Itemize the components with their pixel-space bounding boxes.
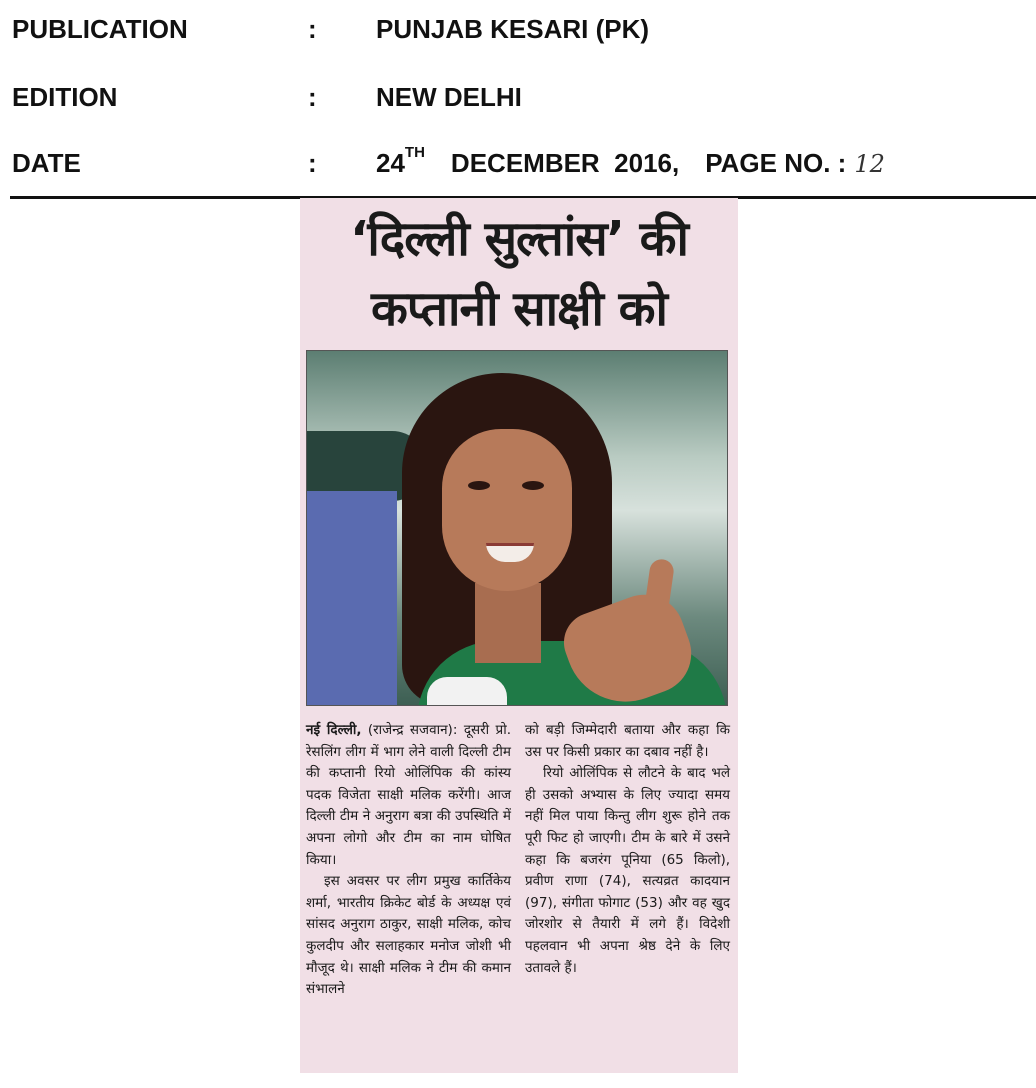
page-label: PAGE NO. : <box>705 148 847 178</box>
publication-label: PUBLICATION <box>12 14 188 44</box>
paragraph-text: दूसरी प्रो. रेसलिंग लीग में भाग लेने वाली दिल्ली टीम की कप्तानी रियो ओलिंपिक की कांस्य पदक विजेता साक्षी मलिक करेंगी। आज दिल्ली टीम ने अनुराग बत्रा की उपस्थिति में अपना लोगो और टीम का नाम घोषित किया। <box>306 722 512 868</box>
headline-line-1: ‘दिल्ली सुल्तांस’ की <box>350 211 688 267</box>
colon: : <box>308 82 317 112</box>
article-column-2 <box>525 720 730 979</box>
article-column-1 <box>306 720 511 1001</box>
colon: : <box>308 148 317 178</box>
edition-row <box>12 82 1022 122</box>
article-paragraph: को बड़ी जिम्मेदारी बताया और कहा कि उस पर किसी प्रकार का दबाव नहीं है। <box>525 722 730 760</box>
article-paragraph: इस अवसर पर लीग प्रमुख कार्तिकेय शर्मा, भारतीय क्रिकेट बोर्ड के अध्यक्ष एवं सांसद अनुराग ठाकुर, साक्षी मलिक, कोच कुलदीप और सलाहकार मनोज जोशी भी मौजूद थे। साक्षी मलिक ने टीम की कमान संभालने <box>306 873 511 998</box>
date-label: DATE <box>12 148 81 178</box>
article-photo <box>306 350 728 706</box>
edition-value: NEW DELHI <box>376 82 522 112</box>
date-value <box>376 144 885 179</box>
publication-value: PUNJAB KESARI (PK) <box>376 14 650 44</box>
article-paragraph: रियो ओलिंपिक से लौटने के बाद भले ही उसको अभ्यास के लिए ज्यादा समय नहीं मिल पाया किन्तु लीग शुरू होने तक पूरी फिट हो जाएगी। टीम के बारे में उसने कहा कि बजरंग पूनिया (65 किलो), प्रवीण राणा (74), सत्यव्रत कादयान (97), संगीता फोगाट (53) और वह खुद जोरशोर से तैयारी में लगे हैं। विदेशी पहलवान भी अपना श्रेष्ठ देने के लिए उतावले हैं। <box>525 765 730 976</box>
headline <box>300 204 738 344</box>
colon: : <box>308 14 317 44</box>
newspaper-clipping <box>300 198 738 1073</box>
publication-row <box>12 14 1022 54</box>
headline-line-2: कप्तानी साक्षी को <box>371 281 667 337</box>
page-number-handwritten: 12 <box>854 150 885 178</box>
date-day: 24 <box>376 148 405 178</box>
byline: (राजेन्द्र सजवान): <box>361 722 458 738</box>
date-row <box>12 144 1022 188</box>
dateline: नई दिल्ली, <box>306 722 362 738</box>
article-paragraph <box>306 720 511 871</box>
edition-label: EDITION <box>12 82 118 112</box>
date-sup: TH <box>404 144 425 161</box>
date-rest: DECEMBER 2016, <box>450 148 680 178</box>
